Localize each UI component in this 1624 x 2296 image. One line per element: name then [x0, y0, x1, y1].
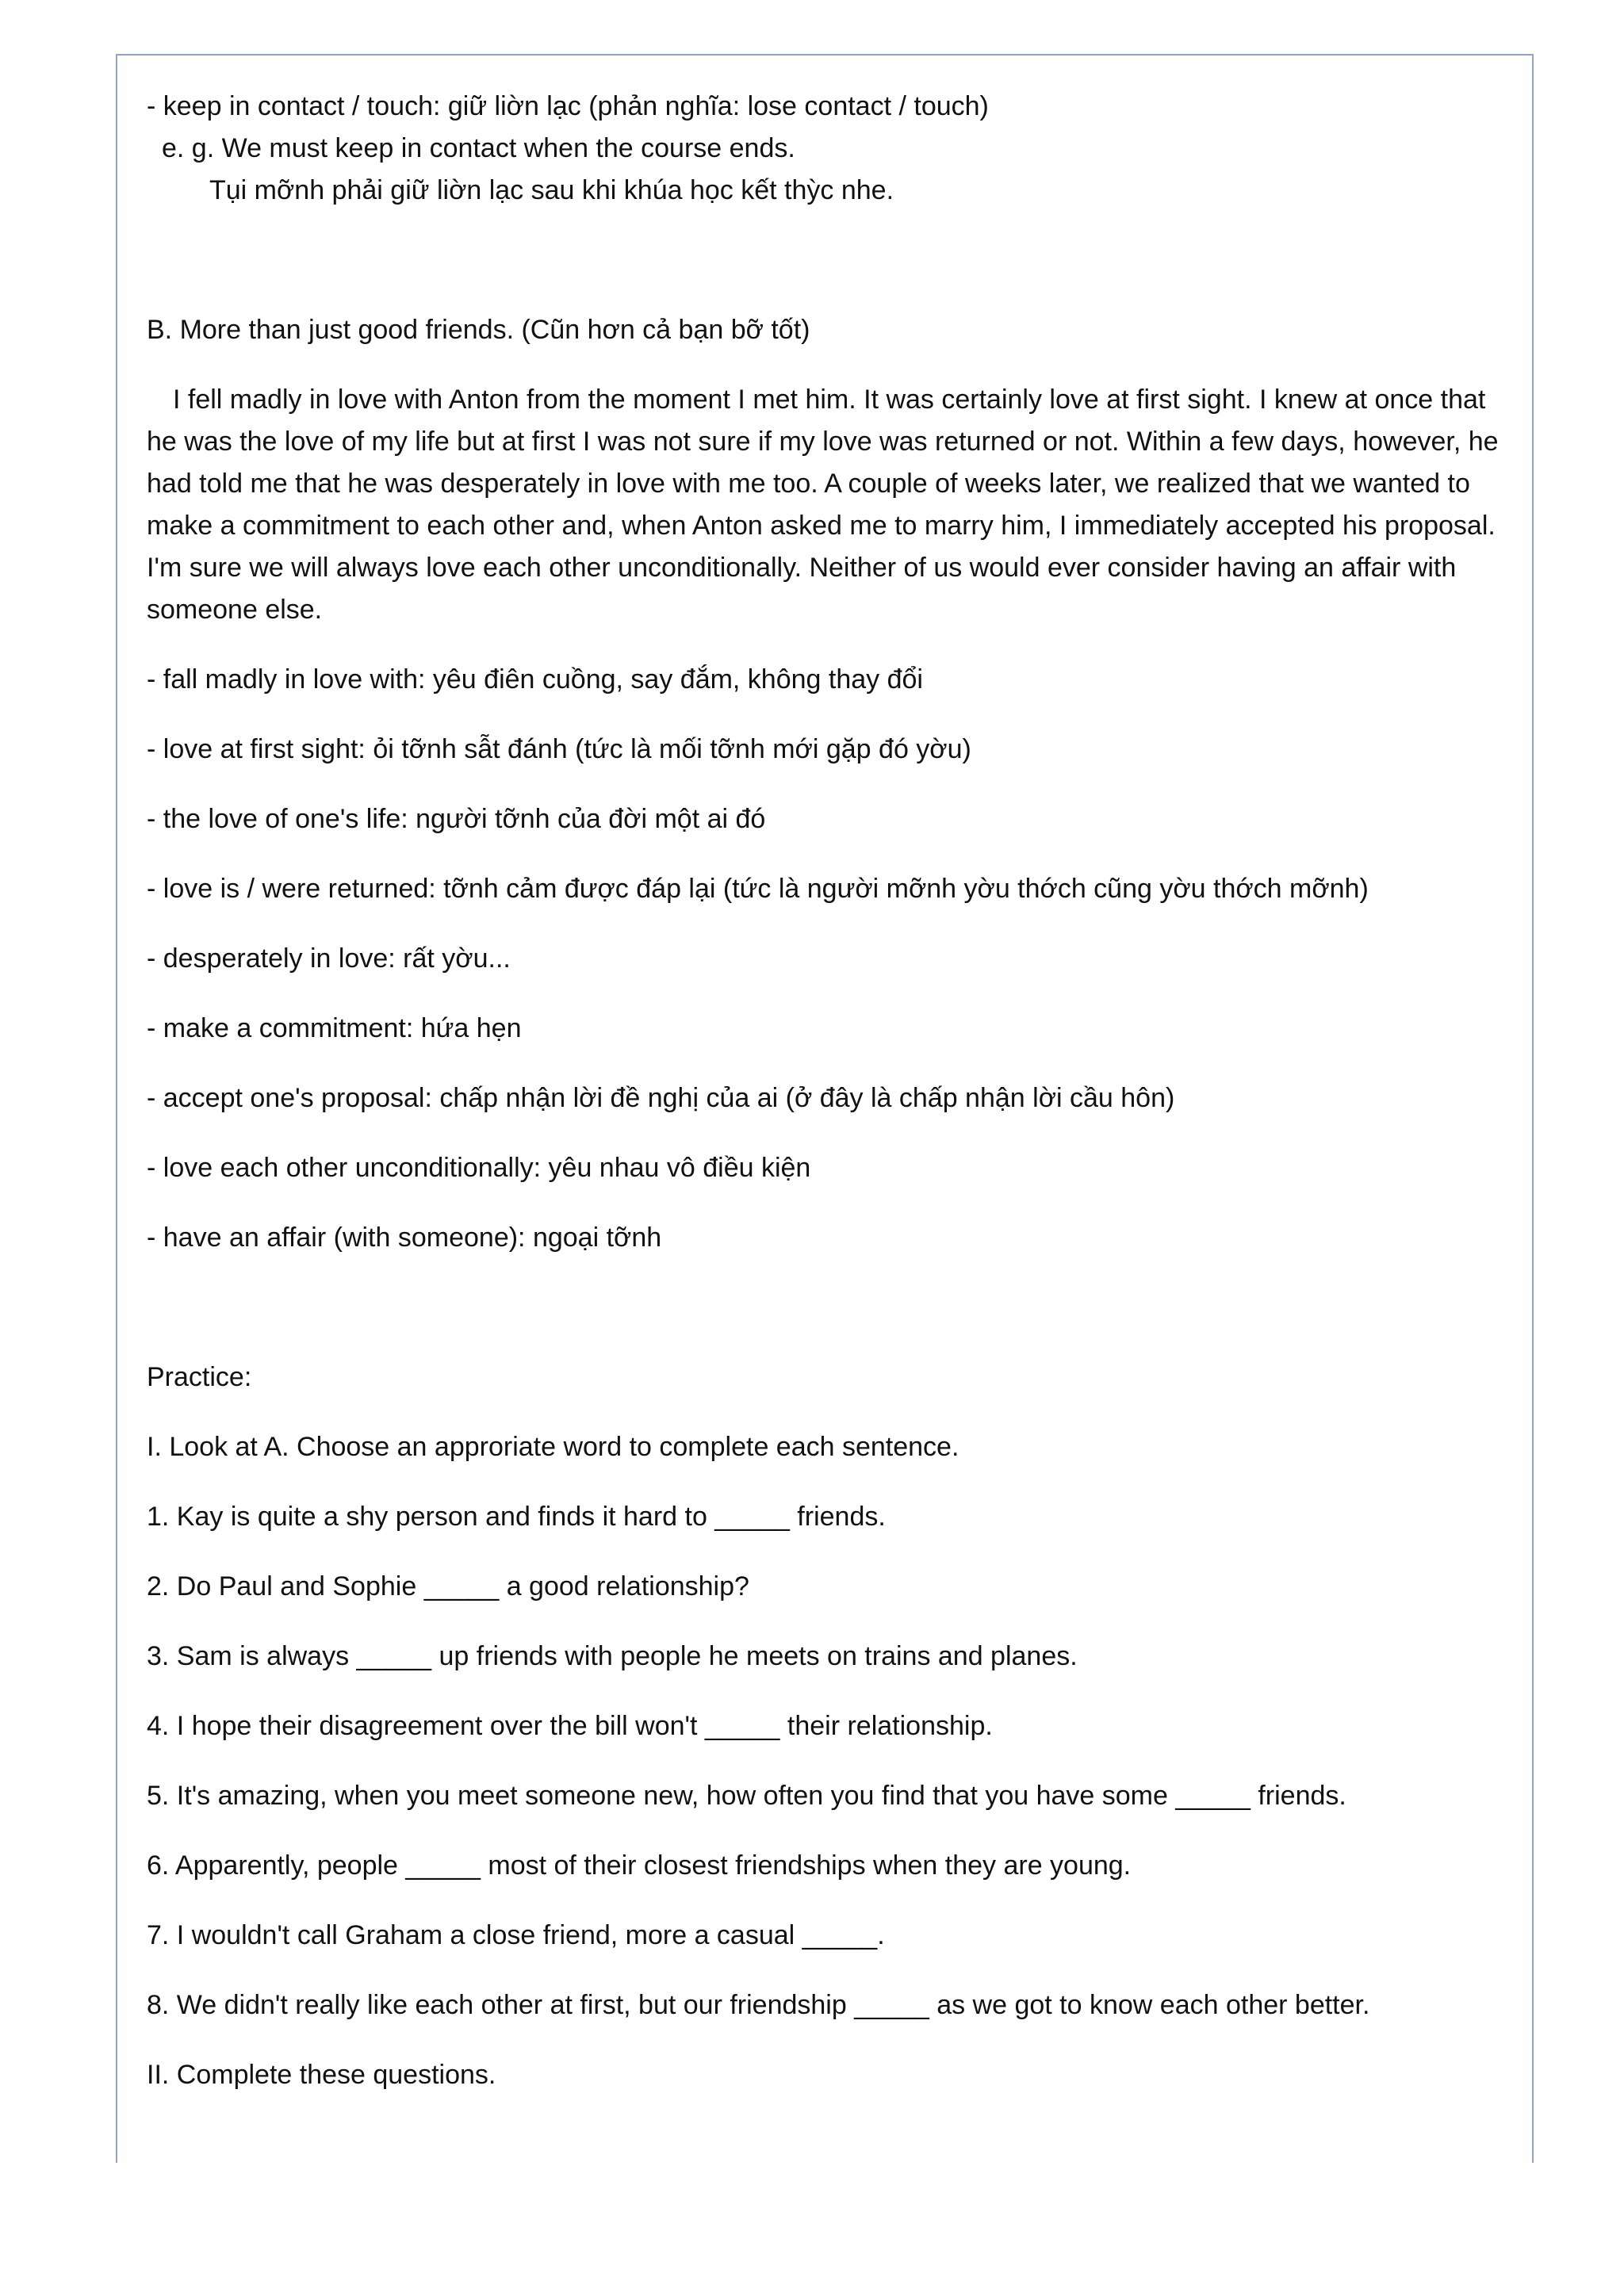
- practice-question: 8. We didn't really like each other at first, but our friendship _____ as we got to know each other better.: [147, 1990, 1370, 2020]
- vocab-item: - desperately in love: rất yờu...: [147, 943, 511, 974]
- practice-question: 5. It's amazing, when you meet someone new, how often you find that you have some _____ friends.: [147, 1781, 1346, 1811]
- section-b-paragraph: I fell madly in love with Anton from the moment I met him. It was certainly love at first sight. I knew at once that he was the love of my life but at first I was not sure if my love was returned or not. Within a few days, however, he had told me that he was desperately in love with me too. A couple of weeks later, we realized that we wanted to make a commitment to each other and, when Anton asked me to marry him, I immediately accepted his proposal. I'm sure we will always love each other unconditionally. Neither of us would ever consider having an affair with someone else.: [147, 385, 1499, 625]
- vocab-item: - fall madly in love with: yêu điên cuồng, say đắm, không thay đổi: [147, 664, 923, 695]
- practice-question: 1. Kay is quite a shy person and finds it hard to _____ friends.: [147, 1502, 886, 1532]
- section-b-heading: B. More than just good friends. (Cũn hơn cả bạn bỡ tốt): [147, 315, 810, 345]
- example-sentence: e. g. We must keep in contact when the course ends.: [162, 133, 795, 163]
- example-translation: Tụi mỡnh phải giữ liờn lạc sau khi khúa học kết thỳc nhe.: [209, 175, 894, 205]
- vocab-item: - accept one's proposal: chấp nhận lời đề nghị của ai (ở đây là chấp nhận lời cầu hôn): [147, 1083, 1175, 1113]
- vocab-item: - love at first sight: ỏi tỡnh sẫt đánh (tức là mối tỡnh mới gặp đó yờu): [147, 734, 971, 764]
- practice-question: 3. Sam is always _____ up friends with people he meets on trains and planes.: [147, 1641, 1078, 1671]
- practice-question: 4. I hope their disagreement over the bill won't _____ their relationship.: [147, 1711, 993, 1741]
- vocab-item: - love is / were returned: tỡnh cảm được đáp lại (tức là người mỡnh yờu thớch cũng yờu thớch mỡnh): [147, 874, 1369, 904]
- vocab-item: - make a commitment: hứa hẹn: [147, 1013, 522, 1043]
- practice-part2-heading: II. Complete these questions.: [147, 2060, 496, 2090]
- practice-part1-heading: I. Look at A. Choose an approriate word to complete each sentence.: [147, 1432, 959, 1462]
- vocab-item: - the love of one's life: người tỡnh của đời một ai đó: [147, 804, 766, 834]
- practice-title: Practice:: [147, 1362, 252, 1392]
- vocab-item: - love each other unconditionally: yêu nhau vô điều kiện: [147, 1153, 811, 1183]
- practice-question: 2. Do Paul and Sophie _____ a good relationship?: [147, 1571, 749, 1601]
- vocab-keep-in-contact: - keep in contact / touch: giữ liờn lạc (phản nghĩa: lose contact / touch): [147, 91, 989, 121]
- practice-question: 6. Apparently, people _____ most of their closest friendships when they are young.: [147, 1850, 1132, 1881]
- practice-question: 7. I wouldn't call Graham a close friend, more a casual _____.: [147, 1920, 885, 1950]
- vocab-item: - have an affair (with someone): ngoại tỡnh: [147, 1223, 662, 1253]
- document-body: [147, 86, 1511, 2124]
